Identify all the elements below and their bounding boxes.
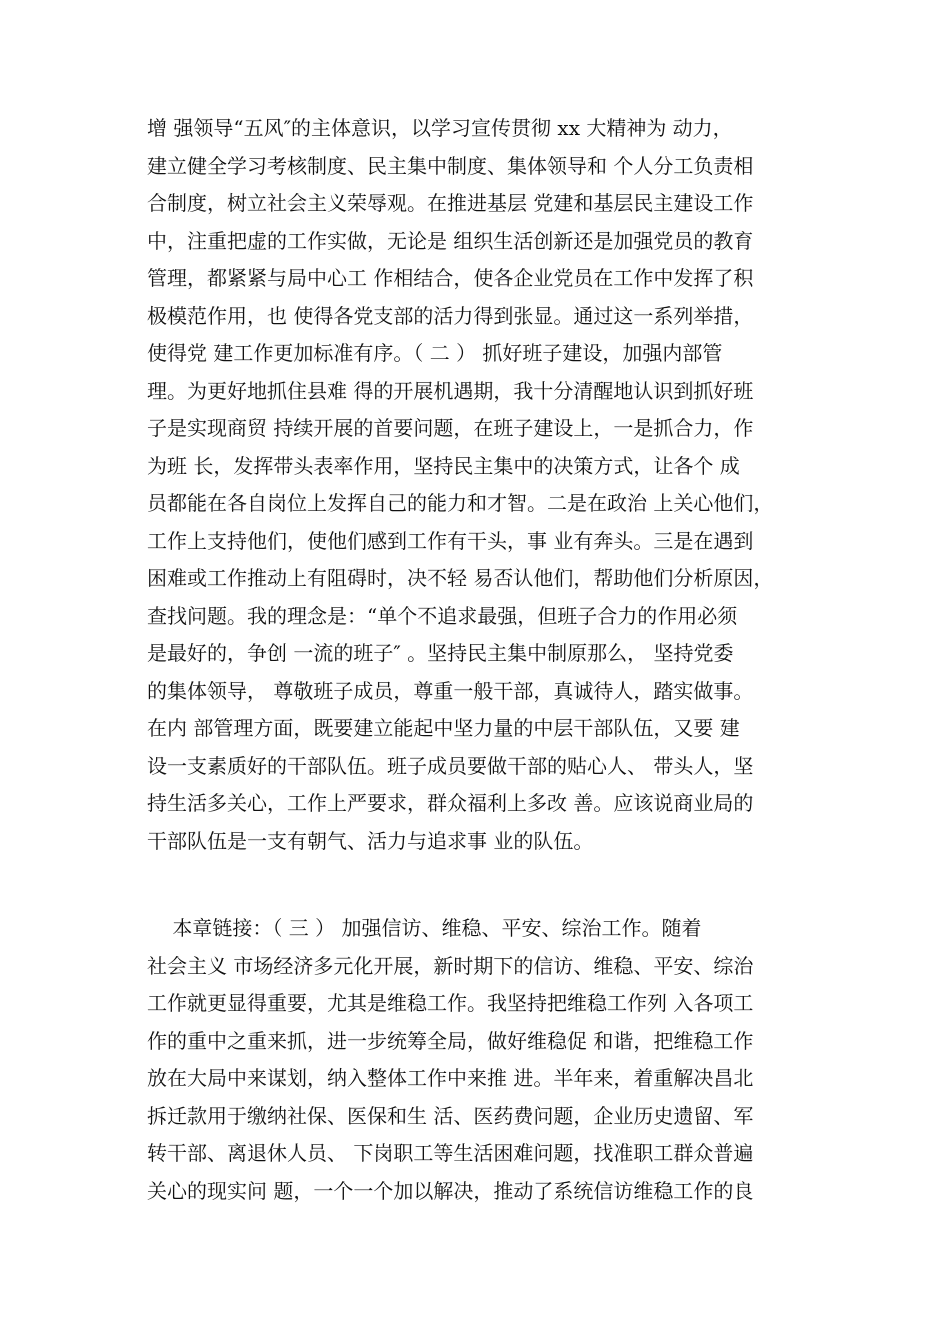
text-line: 困难或工作推动上有阻碍时，决不轻 易否认他们，帮助他们分析原因， — [147, 566, 774, 590]
text-line: 作的重中之重来抓，进一步统筹全局，做好维稳促 和谐，把维稳工作 — [147, 1028, 754, 1053]
text-line: 增 强领导“五风″的主体意识，以学习宣传贯彻 xx 大精神为 动力， — [147, 116, 733, 140]
text-line: 在内 部管理方面，既要建立能起中坚力量的中层干部队伍，又要 建 — [147, 716, 740, 740]
text-line: 使得党 建工作更加标准有序。（ 二 ） 抓好班子建设，加强内部管 — [147, 341, 723, 365]
paragraph-1 — [147, 110, 827, 860]
text-line: 放在大局中来谋划，纳入整体工作中来推 进。半年来，着重解决昌北 — [147, 1066, 754, 1090]
text-line: 为班 长，发挥带头表率作用，坚持民主集中的决策方式，让各个 成 — [147, 453, 740, 478]
text-line: 极模范作用，也 使得各党支部的活力得到张显。通过这一系列举措， — [147, 303, 754, 328]
text-line: 设一支素质好的干部队伍。班子成员要做干部的贴心人、 带头人，坚 — [147, 753, 754, 778]
text-line: 持生活多关心，工作上严要求，群众福利上多改 善。应该说商业局的 — [147, 791, 754, 815]
text-line: 是最好的，争创 一流的班子″ 。坚持民主集中制原那么， 坚持党委 — [147, 641, 734, 665]
text-line: 合制度，树立社会主义荣辱观。在推进基层 党建和基层民主建设工作 — [147, 191, 754, 215]
text-line: 本章链接：（ 三 ） 加强信访、维稳、平安、综治工作。随着 — [147, 916, 702, 940]
text-line: 转干部、离退休人员、 下岗职工等生活困难问题，找准职工群众普遍 — [147, 1141, 754, 1165]
paragraph-2 — [147, 910, 827, 1210]
text-line: 工作就更显得重要，尤其是维稳工作。我坚持把维稳工作列 入各项工 — [147, 991, 754, 1015]
text-line: 理。为更好地抓住县难 得的开展机遇期，我十分清醒地认识到抓好班 — [147, 378, 754, 403]
text-line: 子是实现商贸 持续开展的首要问题，在班子建设上，一是抓合力，作 — [147, 416, 754, 440]
text-line: 的集体领导， 尊敬班子成员，尊重一般干部，真诚待人，踏实做事。 — [147, 678, 754, 703]
text-line: 中，注重把虚的工作实做，无论是 组织生活创新还是加强党员的教育 — [147, 228, 754, 253]
text-line: 干部队伍是一支有朝气、活力与追求事 业的队伍。 — [147, 828, 594, 853]
text-line: 工作上支持他们，使他们感到工作有干头，事 业有奔头。三是在遇到 — [147, 528, 754, 553]
text-line: 社会主义 市场经济多元化开展，新时期下的信访、维稳、平安、综治 — [147, 953, 754, 978]
text-line: 员都能在各自岗位上发挥自己的能力和才智。二是在政治 上关心他们， — [147, 491, 774, 515]
text-line: 关心的现实问 题，一个一个加以解决，推动了系统信访维稳工作的良 — [147, 1178, 754, 1203]
text-line: 拆迁款用于缴纳社保、医保和生 活、医药费问题，企业历史遗留、军 — [147, 1103, 754, 1128]
text-line: 建立健全学习考核制度、民主集中制度、集体领导和 个人分工负责相 — [147, 153, 754, 178]
text-line: 查找问题。我的理念是：“单个不追求最强，但班子合力的作用必须 — [147, 603, 738, 628]
text-line: 管理，都紧紧与局中心工 作相结合，使各企业党员在工作中发挥了积 — [147, 266, 754, 290]
